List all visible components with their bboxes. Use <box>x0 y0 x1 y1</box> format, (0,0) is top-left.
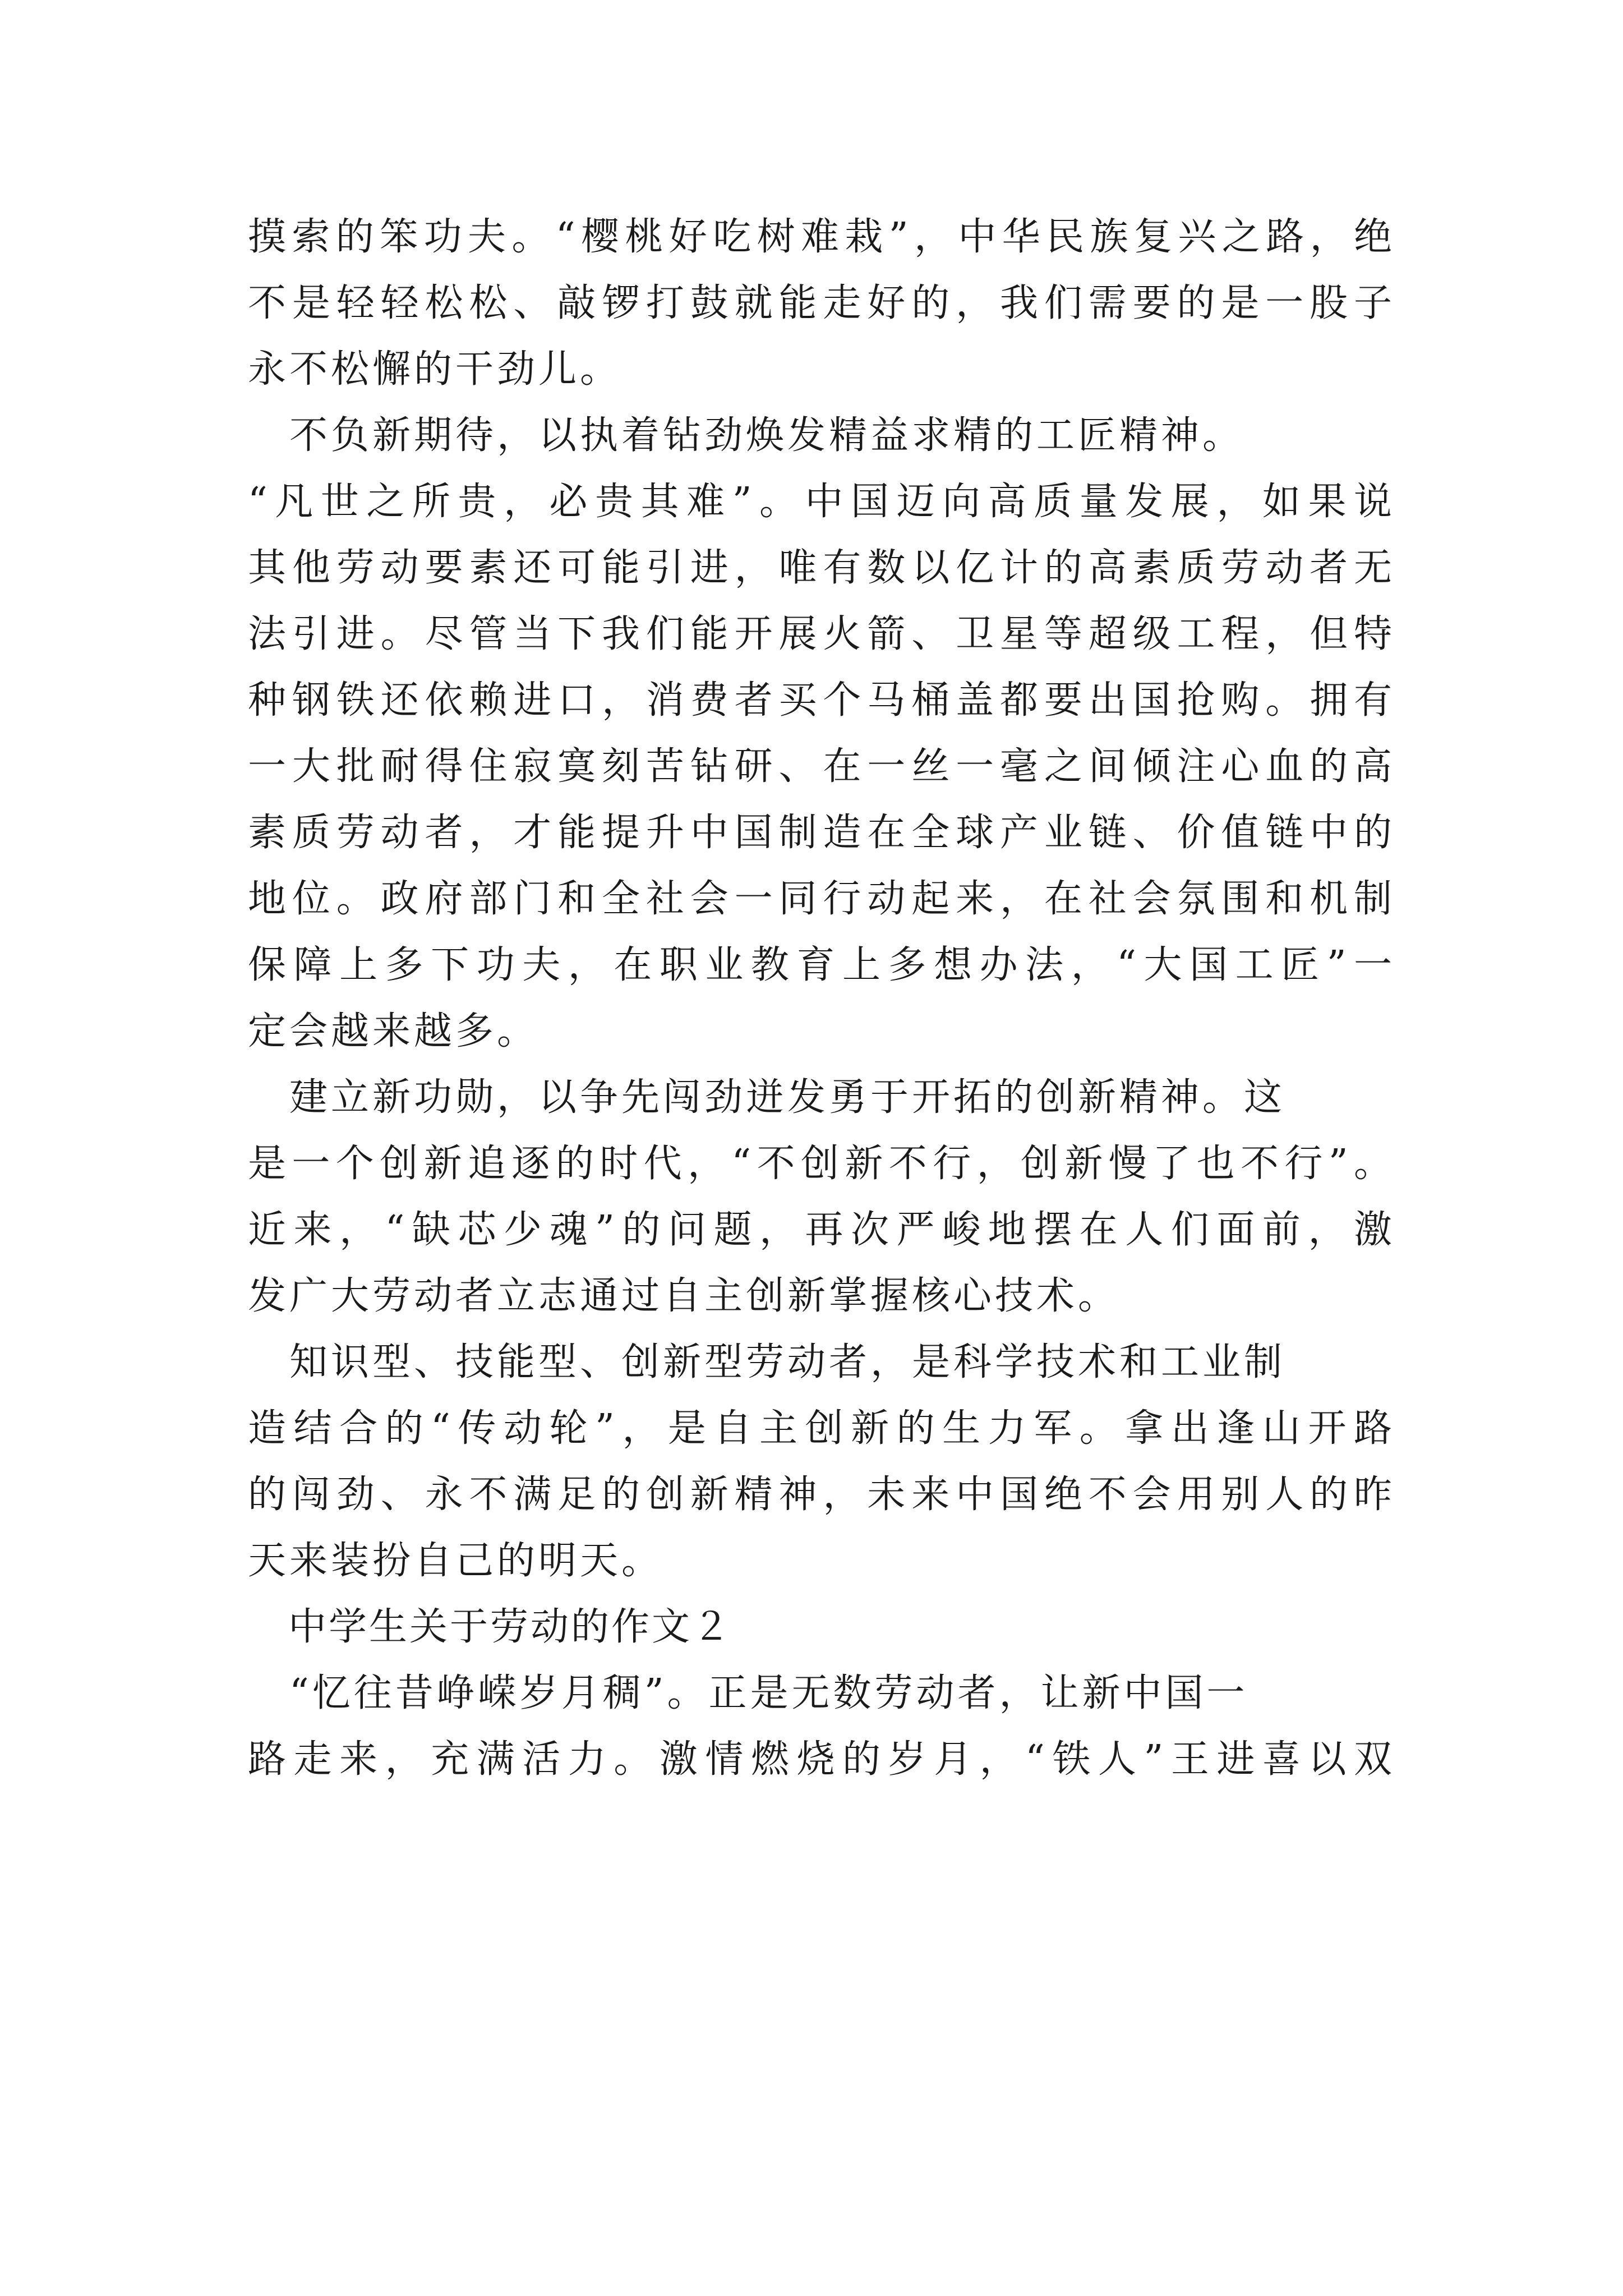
text-line-24: 路走来，充满活力。激情燃烧的岁月，“铁人”王进喜以双 <box>248 1737 1392 1782</box>
text-line-12: 保障上多下功夫，在职业教育上多想办法，“大国工匠”一 <box>248 943 1392 987</box>
paragraph-start-line: 建立新功勋，以争先闯劲迸发勇于开拓的创新精神。这 <box>248 1075 1286 1120</box>
text-line-16: 近来，“缺芯少魂”的问题，再次严峻地摆在人们面前，激 <box>248 1208 1392 1252</box>
text-line-17: 发广大劳动者立志通过自主创新掌握核心技术。 <box>248 1274 1120 1318</box>
text-line-11: 地位。政府部门和全社会一同行动起来，在社会氛围和机制 <box>248 877 1392 921</box>
text-line-7: 法引进。尽管当下我们能开展火箭、卫星等超级工程，但特 <box>248 612 1392 656</box>
text-line-6: 其他劳动要素还可能引进，唯有数以亿计的高素质劳动者无 <box>248 546 1392 590</box>
text-line-15: 是一个创新追逐的时代，“不创新不行，创新慢了也不行”。 <box>248 1142 1392 1186</box>
text-line-3: 永不松懈的干劲儿。 <box>248 347 622 392</box>
text-line-19: 造结合的“传动轮”，是自主创新的生力军。拿出逢山开路 <box>248 1406 1392 1451</box>
text-line-8: 种钢铁还依赖进口，消费者买个马桶盖都要出国抢购。拥有 <box>248 678 1392 723</box>
text-line-5: “凡世之所贵，必贵其难”。中国迈向高质量发展，如果说 <box>248 480 1392 524</box>
text-line-21: 天来装扮自己的明天。 <box>248 1539 663 1583</box>
paragraph-start-line: “忆往昔峥嵘岁月稠”。正是无数劳动者，让新中国一 <box>248 1671 1248 1715</box>
paragraph-start-line: 知识型、技能型、创新型劳动者，是科学技术和工业制 <box>248 1340 1286 1384</box>
section-heading: 中学生关于劳动的作文２ <box>248 1605 733 1649</box>
paragraph-start-line: 不负新期待，以执着钻劲焕发精益求精的工匠精神。 <box>248 413 1244 458</box>
text-line-13: 定会越来越多。 <box>248 1009 539 1053</box>
text-line-2: 不是轻轻松松、敲锣打鼓就能走好的，我们需要的是一股子 <box>248 281 1392 325</box>
text-line-20: 的闯劲、永不满足的创新精神，未来中国绝不会用别人的昨 <box>248 1473 1392 1517</box>
text-line-10: 素质劳动者，才能提升中国制造在全球产业链、价值链中的 <box>248 811 1392 855</box>
text-line-1: 摸索的笨功夫。“樱桃好吃树难栽”，中华民族复兴之路，绝 <box>248 215 1392 259</box>
text-line-9: 一大批耐得住寂寞刻苦钻研、在一丝一毫之间倾注心血的高 <box>248 744 1392 789</box>
